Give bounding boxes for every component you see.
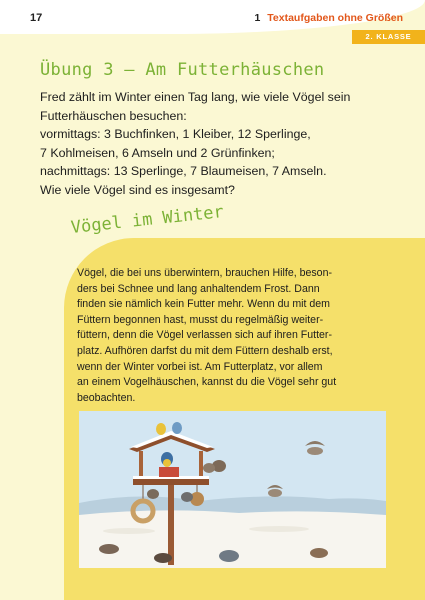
exercise-line: Futterhäuschen besuchen:	[40, 108, 187, 123]
info-box-title: Vögel im Winter	[69, 202, 225, 238]
info-line: füttern, denn die Vögel verlassen sich auf ihren Futter-	[77, 329, 332, 342]
info-line: platz. Aufhören darfst du mit dem Füttern deshalb erst,	[77, 344, 333, 357]
exercise-line: Wie viele Vögel sind es insgesamt?	[40, 182, 235, 197]
info-line: ders bei Schnee und lang anhaltendem Frost. Dann	[77, 282, 320, 295]
chapter-title: Textaufgaben ohne Größen	[267, 12, 403, 24]
info-line: wenn der Winter vorbei ist. Am Futterplatz, vor allem	[77, 360, 323, 373]
exercise-text	[40, 88, 400, 200]
bird-feeder-illustration	[79, 411, 386, 568]
info-box-text	[77, 266, 377, 406]
chapter-number: 1	[254, 12, 261, 24]
info-line: Vögel, die bei uns überwintern, brauchen Hilfe, beson-	[77, 267, 332, 279]
info-line: finden sie nämlich kein Futter mehr. Wenn du mit dem	[77, 298, 330, 311]
page-number: 17	[30, 12, 43, 24]
grade-tab: 2. KLASSE	[352, 30, 425, 44]
info-line: an einem Vogelhäuschen, kannst du die Vögel sehr gut	[77, 376, 337, 389]
exercise-line: vormittags: 3 Buchfinken, 1 Kleiber, 12 Sperlinge,	[40, 127, 311, 142]
exercise-line: nachmittags: 13 Sperlinge, 7 Blaumeisen, 7 Amseln.	[40, 164, 327, 179]
exercise-line: Fred zählt im Winter einen Tag lang, wie viele Vögel sein	[40, 90, 351, 104]
exercise-line: 7 Kohlmeisen, 6 Amseln und 2 Grünfinken;	[40, 145, 275, 160]
chapter-heading	[255, 12, 404, 24]
info-line: beobachten.	[77, 391, 136, 404]
info-line: Füttern begonnen hast, musst du regelmäßig weiter-	[77, 313, 324, 326]
exercise-title: Übung 3 – Am Futterhäuschen	[40, 60, 325, 80]
